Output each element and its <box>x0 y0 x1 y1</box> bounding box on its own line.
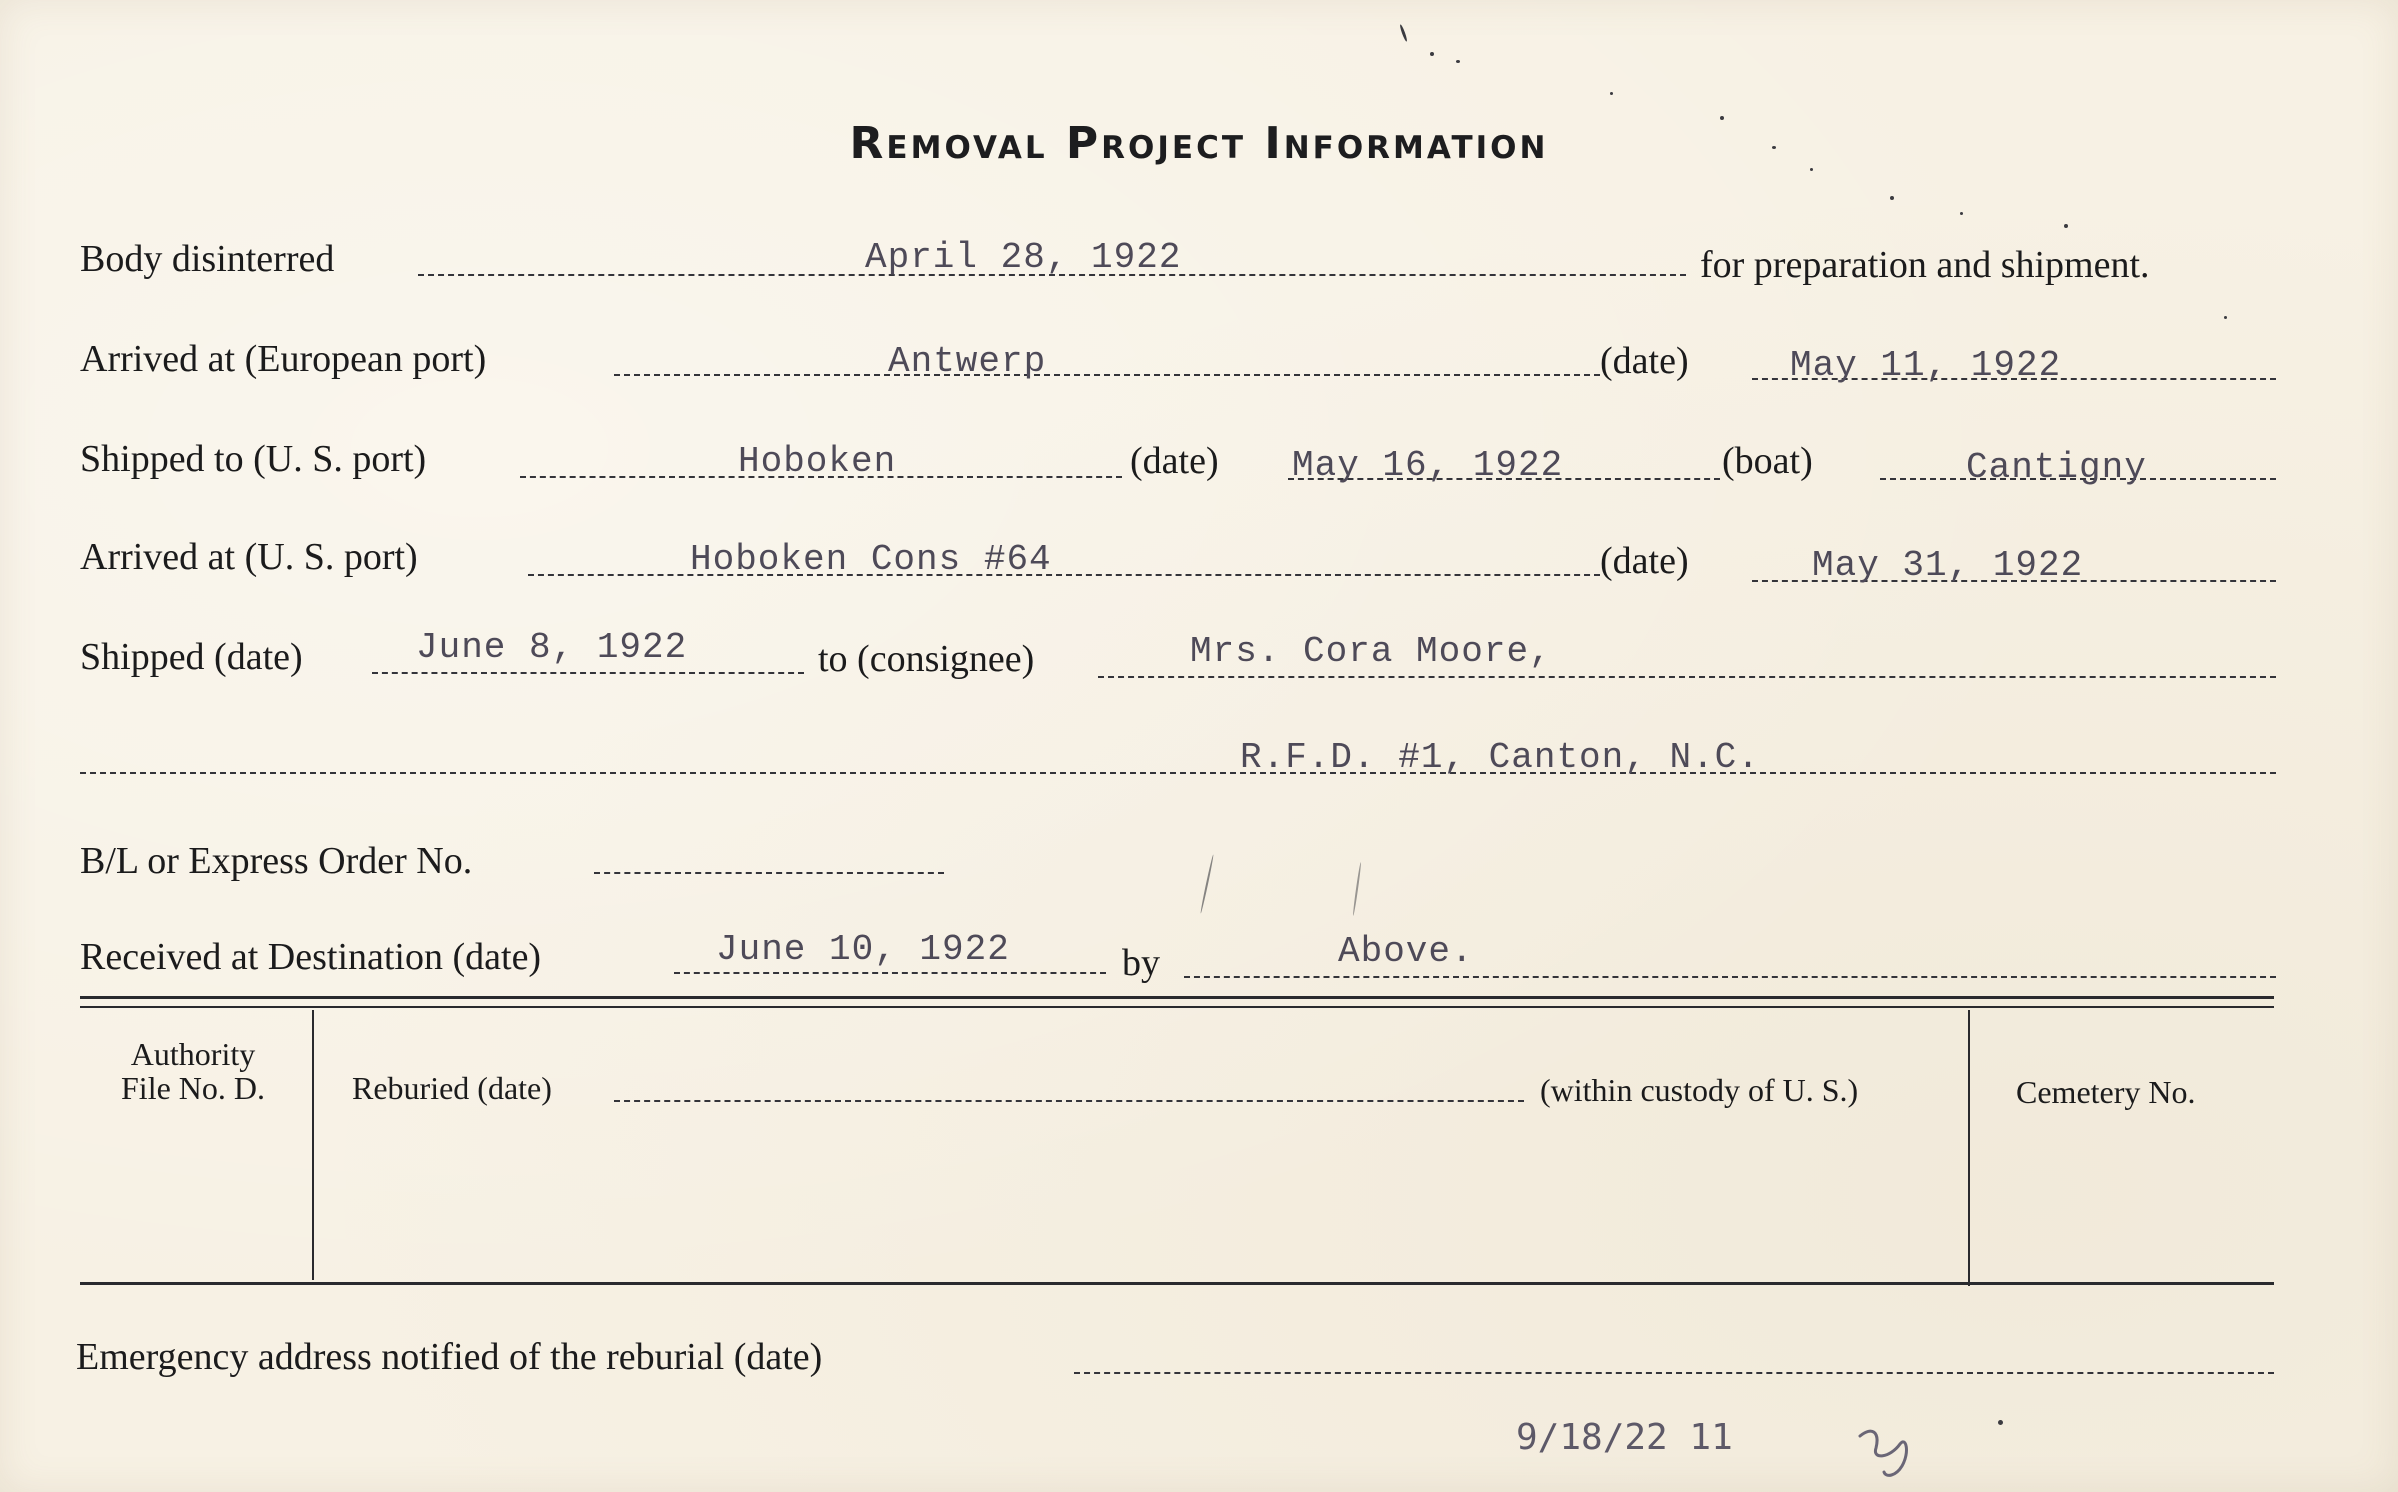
authority-column-divider <box>312 1010 314 1280</box>
us-arrival-port-dotted-line <box>528 574 1600 576</box>
within-custody-label: (within custody of U. S.) <box>1540 1072 1859 1108</box>
us-arrival-date-label: (date) <box>1600 540 1689 582</box>
arrived-us-label: Arrived at (U. S. port) <box>80 536 418 578</box>
paper-mark <box>1890 196 1894 200</box>
to-consignee-label: to (consignee) <box>818 638 1035 680</box>
table-bottom-rule <box>80 1282 2274 1285</box>
us-port-shipped-value: Hoboken <box>738 441 897 482</box>
european-port-dotted-line <box>614 374 1600 376</box>
received-date-dotted-line <box>674 972 1106 974</box>
bl-order-dotted-line <box>594 872 944 874</box>
paper-mark <box>1430 52 1434 56</box>
paper-mark <box>2064 224 2068 228</box>
handwritten-initial-mark <box>1850 1418 1930 1482</box>
shipped-date-value: May 16, 1922 <box>1292 445 1564 486</box>
shipped-consignee-date-label: Shipped (date) <box>80 636 303 678</box>
cemetery-no-label: Cemetery No. <box>2016 1074 2196 1110</box>
shipped-consignee-date-value: June 8, 1922 <box>416 627 688 668</box>
table-top-rule-inner <box>80 1006 2274 1008</box>
paper-mark <box>1352 862 1361 916</box>
paper-mark <box>1720 116 1724 120</box>
paper-mark <box>1772 146 1776 149</box>
for-preparation-label: for preparation and shipment. <box>1700 244 2150 286</box>
european-arrival-date-value: May 11, 1922 <box>1790 345 2062 386</box>
arrived-european-label: Arrived at (European port) <box>80 338 487 380</box>
paper-mark <box>1399 24 1408 42</box>
paper-mark <box>1200 854 1214 913</box>
emergency-address-label: Emergency address notified of the reburial (date) <box>76 1336 823 1378</box>
received-by-dotted-line <box>1184 976 2276 978</box>
paper-mark <box>1610 92 1613 95</box>
table-top-rule <box>80 996 2274 999</box>
consignee-address-dotted-line <box>80 772 2276 774</box>
us-port-arrived-value: Hoboken Cons #64 <box>690 539 1052 580</box>
shipped-consignee-date-dotted-line <box>372 672 804 674</box>
disinterred-date-value: April 28, 1922 <box>865 237 1182 278</box>
consignee-address-value: R.F.D. #1, Canton, N.C. <box>1240 737 1760 778</box>
paper-mark <box>1960 212 1963 215</box>
cemetery-column-divider <box>1968 1010 1970 1286</box>
received-by-value: Above. <box>1338 931 1474 972</box>
received-destination-label: Received at Destination (date) <box>80 936 542 978</box>
paper-mark <box>1456 60 1460 63</box>
shipped-to-us-label: Shipped to (U. S. port) <box>80 438 427 480</box>
by-label: by <box>1122 942 1160 984</box>
consignee-dotted-line <box>1098 676 2276 678</box>
paper-mark <box>2224 316 2227 319</box>
page-title: Removal Project Information <box>849 118 1549 169</box>
authority-label-line1: Authority <box>130 1036 256 1072</box>
bl-order-label: B/L or Express Order No. <box>80 840 473 882</box>
emergency-dotted-line <box>1074 1372 2274 1374</box>
authority-label-line2: File No. D. <box>121 1070 265 1106</box>
boat-label: (boat) <box>1722 440 1813 482</box>
reburied-dotted-line <box>614 1100 1524 1102</box>
paper-mark <box>1998 1420 2003 1425</box>
boat-value: Cantigny <box>1966 447 2147 488</box>
paper-mark <box>1810 168 1813 171</box>
us-arrival-date-value: May 31, 1922 <box>1812 545 2084 586</box>
consignee-name-value: Mrs. Cora Moore, <box>1190 631 1552 672</box>
body-disinterred-label: Body disinterred <box>80 238 335 280</box>
shipped-date-label: (date) <box>1130 440 1219 482</box>
european-date-label: (date) <box>1600 340 1689 382</box>
received-date-value: June 10, 1922 <box>716 929 1010 970</box>
footer-note: 9/18/22 11 <box>1516 1417 1733 1458</box>
european-port-value: Antwerp <box>888 341 1047 382</box>
reburied-label: Reburied (date) <box>352 1070 552 1106</box>
